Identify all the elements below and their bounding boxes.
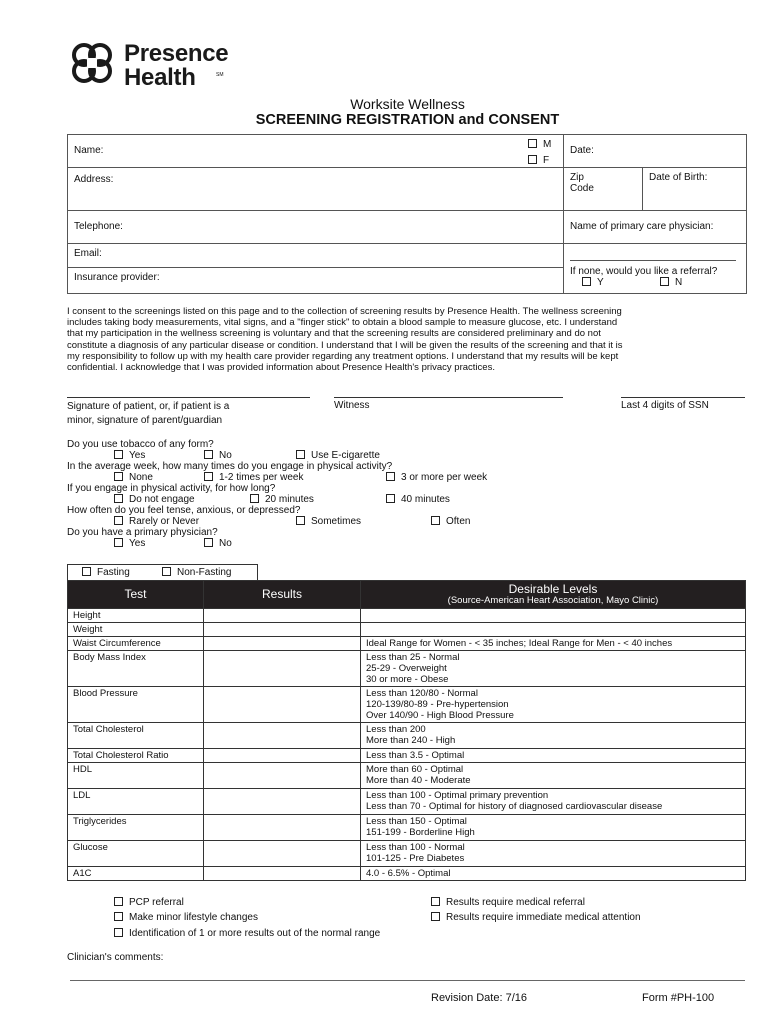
presence-health-logo-icon — [66, 37, 118, 89]
form-number: Form #PH-100 — [642, 992, 715, 1004]
physician-label: Name of primary care physician: — [570, 221, 714, 232]
result-input[interactable] — [204, 789, 361, 815]
level-line: Over 140/90 - High Blood Pressure — [366, 710, 514, 721]
ssn-label: Last 4 digits of SSN — [621, 400, 709, 411]
activity-3-plus[interactable]: 3 or more per week — [386, 472, 487, 483]
witness-label: Witness — [334, 400, 370, 411]
brand-line-2: Health — [124, 64, 196, 91]
checkbox-icon[interactable] — [114, 538, 123, 547]
consent-line: my responsibility to follow up with my health care provider regarding any treatment options. I understand that my results will be kept — [67, 350, 619, 362]
followup-identification[interactable]: Identification of 1 or more results out of the normal range — [114, 928, 380, 939]
form-title: SCREENING REGISTRATION and CONSENT — [255, 112, 560, 128]
tobacco-ecig[interactable]: Use E-cigarette — [296, 450, 380, 461]
checkbox-icon[interactable] — [431, 912, 440, 921]
checkbox-icon[interactable] — [114, 450, 123, 459]
brand-logo — [66, 37, 256, 93]
desirable-levels — [361, 623, 746, 637]
consent-paragraph — [67, 306, 757, 373]
consent-line: constitute a diagnosis of any particular disease or condition. I understand that I will be given the results of the screening and that it is — [67, 339, 623, 351]
level-line: 101-125 - Pre Diabetes — [366, 853, 465, 864]
result-input[interactable] — [204, 637, 361, 651]
table-row — [68, 623, 746, 637]
level-line: Less than 200 — [366, 724, 426, 735]
tobacco-question: Do you use tobacco of any form? — [67, 439, 214, 450]
followup-lifestyle[interactable]: Make minor lifestyle changes — [114, 912, 258, 923]
brand-line-1: Presence — [124, 40, 229, 67]
checkbox-icon[interactable] — [162, 567, 171, 576]
consent-line: that my participation in the wellness screening is voluntary and that the screening results are considered preliminary and do not — [67, 328, 601, 340]
desirable-levels — [361, 789, 746, 815]
table-row — [68, 637, 746, 651]
comments-line[interactable] — [70, 980, 745, 981]
desirable-levels — [361, 749, 746, 763]
result-input[interactable] — [204, 723, 361, 749]
howlong-40[interactable]: 40 minutes — [386, 494, 450, 505]
email-insurance-cell — [68, 244, 564, 294]
header-test: Test — [68, 581, 204, 609]
address-label: Address: — [74, 174, 114, 185]
level-line: Less than 120/80 - Normal — [366, 688, 478, 699]
checkbox-icon[interactable] — [296, 450, 305, 459]
desirable-levels — [361, 815, 746, 841]
table-row — [68, 609, 746, 623]
howlong-question: If you engage in physical activity, for how long? — [67, 483, 276, 494]
desirable-levels — [361, 651, 746, 687]
desirable-levels — [361, 763, 746, 789]
dob-label: Date of Birth: — [649, 172, 708, 183]
checkbox-icon[interactable] — [114, 897, 123, 906]
consent-line: confidential. I acknowledge that I was provided information about Presence Health's privacy practices. — [67, 362, 495, 374]
checkbox-icon[interactable] — [114, 912, 123, 921]
checkbox-icon[interactable] — [296, 516, 305, 525]
test-name: HDL — [68, 763, 204, 789]
result-input[interactable] — [204, 687, 361, 723]
test-name: A1C — [68, 867, 204, 881]
witness-signature-line[interactable] — [334, 397, 563, 398]
test-name: Triglycerides — [68, 815, 204, 841]
activity-question: In the average week, how many times do you engage in physical activity? — [67, 461, 393, 472]
desirable-levels — [361, 841, 746, 867]
gender-f[interactable]: F — [528, 155, 549, 166]
telephone-cell[interactable] — [68, 211, 564, 244]
checkbox-icon[interactable] — [204, 538, 213, 547]
followup-medical-referral[interactable]: Results require medical referral — [431, 897, 585, 908]
activity-none[interactable]: None — [114, 472, 153, 483]
level-line: More than 240 - High — [366, 735, 456, 746]
patient-signature-label: Signature of patient, or, if patient is a minor, signature of parent/guardian — [67, 401, 230, 426]
level-line: More than 40 - Moderate — [366, 775, 471, 786]
address-cell[interactable] — [68, 168, 564, 211]
test-name: Total Cholesterol Ratio — [68, 749, 204, 763]
desirable-levels — [361, 867, 746, 881]
checkbox-icon[interactable] — [114, 516, 123, 525]
result-input[interactable] — [204, 841, 361, 867]
checkbox-icon[interactable] — [431, 897, 440, 906]
level-line: Less than 150 - Optimal — [366, 816, 467, 827]
checkbox-icon[interactable] — [204, 450, 213, 459]
referral-question: If none, would you like a referral? — [570, 266, 718, 277]
insurance-field[interactable] — [68, 268, 563, 283]
table-row — [68, 815, 746, 841]
zip-label-1: Zip — [570, 172, 584, 183]
result-input[interactable] — [204, 763, 361, 789]
test-name: Glucose — [68, 841, 204, 867]
result-input[interactable] — [204, 623, 361, 637]
test-name: Body Mass Index — [68, 651, 204, 687]
result-input[interactable] — [204, 749, 361, 763]
tobacco-yes[interactable]: Yes — [114, 450, 145, 461]
header-desirable: Desirable Levels (Source-American Heart Association, Mayo Clinic) — [361, 581, 746, 609]
level-line: Less than 100 - Normal — [366, 842, 465, 853]
table-row — [68, 789, 746, 815]
test-name: Height — [68, 609, 204, 623]
level-line: Less than 3.5 - Optimal — [366, 750, 465, 761]
level-line: Less than 70 - Optimal for history of diagnosed cardiovascular disease — [366, 801, 663, 812]
stress-rarely[interactable]: Rarely or Never — [114, 516, 199, 527]
zip-cell[interactable] — [564, 168, 643, 211]
level-line: More than 60 - Optimal — [366, 764, 464, 775]
table-row — [68, 763, 746, 789]
checkbox-icon[interactable] — [528, 155, 537, 164]
test-name: Total Cholesterol — [68, 723, 204, 749]
checkbox-icon[interactable] — [582, 277, 591, 286]
table-row — [68, 749, 746, 763]
test-name: Waist Circumference — [68, 637, 204, 651]
stress-often[interactable]: Often — [431, 516, 470, 527]
name-cell[interactable] — [68, 135, 564, 168]
table-row — [68, 841, 746, 867]
date-cell[interactable] — [564, 135, 747, 168]
table-row — [68, 867, 746, 881]
followup-immediate-attention[interactable]: Results require immediate medical attention — [431, 912, 641, 923]
followup-pcp-referral[interactable]: PCP referral — [114, 897, 184, 908]
telephone-label: Telephone: — [74, 221, 123, 232]
email-label: Email: — [74, 248, 102, 259]
stress-question: How often do you feel tense, anxious, or depressed? — [67, 505, 301, 516]
fasting-option[interactable]: Fasting — [82, 565, 130, 581]
date-label: Date: — [570, 145, 594, 156]
desirable-levels — [361, 723, 746, 749]
email-field[interactable] — [68, 244, 563, 268]
results-table — [67, 580, 746, 881]
revision-date: Revision Date: 7/16 — [431, 992, 527, 1004]
level-line: 151-199 - Borderline High — [366, 827, 475, 838]
header-results: Results — [204, 581, 361, 609]
fasting-tab — [67, 564, 258, 580]
ssn-line[interactable] — [621, 397, 745, 398]
referral-no[interactable]: N — [660, 277, 682, 288]
table-row — [68, 651, 746, 687]
checkbox-icon[interactable] — [204, 472, 213, 481]
level-line: 30 or more - Obese — [366, 674, 449, 685]
clinician-comments-label: Clinician's comments: — [67, 952, 164, 963]
activity-1-2[interactable]: 1-2 times per week — [204, 472, 303, 483]
desirable-levels — [361, 637, 746, 651]
stress-sometimes[interactable]: Sometimes — [296, 516, 361, 527]
level-line: Less than 25 - Normal — [366, 652, 460, 663]
checkbox-icon[interactable] — [386, 494, 395, 503]
level-line: Less than 100 - Optimal primary prevention — [366, 790, 549, 801]
registration-table — [67, 134, 747, 294]
result-input[interactable] — [204, 867, 361, 881]
pcp-no[interactable]: No — [204, 538, 232, 549]
test-name: LDL — [68, 789, 204, 815]
test-name: Blood Pressure — [68, 687, 204, 723]
patient-signature-line[interactable] — [67, 397, 310, 398]
result-input[interactable] — [204, 609, 361, 623]
referral-cell — [564, 244, 747, 294]
referral-yes[interactable]: Y — [582, 277, 604, 288]
zip-label-2: Code — [570, 183, 594, 194]
checkbox-icon[interactable] — [386, 472, 395, 481]
table-row — [68, 723, 746, 749]
physician-underline — [570, 260, 736, 261]
howlong-none[interactable]: Do not engage — [114, 494, 195, 505]
level-line: Ideal Range for Women - < 35 inches; Ideal Range for Men - < 40 inches — [366, 638, 673, 649]
level-line: 120-139/80-89 - Pre-hypertension — [366, 699, 509, 710]
brand-service-mark: SM — [216, 72, 224, 78]
desirable-levels — [361, 687, 746, 723]
physician-cell[interactable] — [564, 211, 747, 244]
dob-cell[interactable] — [643, 168, 747, 211]
gender-m[interactable]: M — [528, 139, 551, 150]
checkbox-icon[interactable] — [528, 139, 537, 148]
checkbox-icon[interactable] — [114, 472, 123, 481]
tobacco-no[interactable]: No — [204, 450, 232, 461]
result-input[interactable] — [204, 815, 361, 841]
checkbox-icon[interactable] — [114, 928, 123, 937]
checkbox-icon[interactable] — [431, 516, 440, 525]
level-line: 4.0 - 6.5% - Optimal — [366, 868, 451, 879]
consent-line: I consent to the screenings listed on this page and to the collection of screening results by Presence Health. The wellness screening — [67, 306, 622, 317]
table-row — [68, 687, 746, 723]
insurance-label: Insurance provider: — [74, 272, 160, 283]
name-label: Name: — [74, 145, 104, 156]
pcp-question: Do you have a primary physician? — [67, 527, 218, 538]
checkbox-icon[interactable] — [114, 494, 123, 503]
form-subtitle: Worksite Wellness — [350, 96, 465, 112]
level-line: 25-29 - Overweight — [366, 663, 447, 674]
result-input[interactable] — [204, 651, 361, 687]
consent-line: includes taking body measurements, vital signs, and a "finger stick" to obtain a blood sample to measure glucose, etc. I understand — [67, 317, 618, 329]
desirable-levels — [361, 609, 746, 623]
checkbox-icon[interactable] — [250, 494, 259, 503]
pcp-yes[interactable]: Yes — [114, 538, 145, 549]
howlong-20[interactable]: 20 minutes — [250, 494, 314, 505]
test-name: Weight — [68, 623, 204, 637]
checkbox-icon[interactable] — [660, 277, 669, 286]
non-fasting-option[interactable]: Non-Fasting — [162, 565, 231, 581]
checkbox-icon[interactable] — [82, 567, 91, 576]
